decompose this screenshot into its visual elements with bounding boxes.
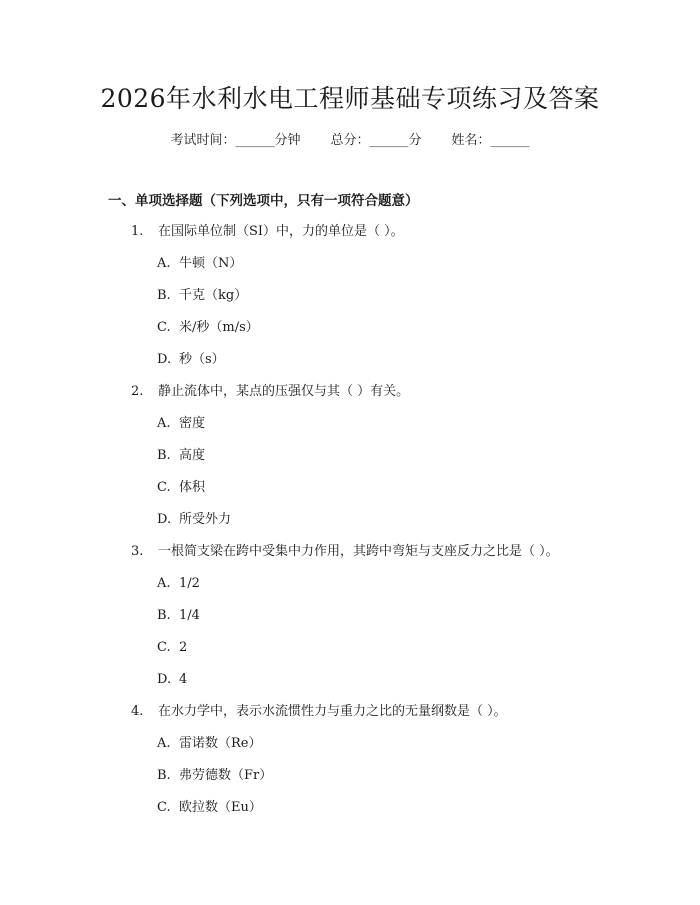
- option-3-b: [157, 606, 200, 626]
- option-text: 4: [179, 672, 188, 687]
- option-text: 高度: [179, 448, 206, 463]
- option-text: 雷诺数（Re）: [179, 736, 262, 751]
- question-stem: 静止流体中，某点的压强仅与其（ ）有关。: [158, 384, 410, 399]
- option-letter: C.: [157, 640, 171, 655]
- question-stem: 一根简支梁在跨中受集中力作用，其跨中弯矩与支座反力之比是（ ）。: [158, 544, 559, 559]
- exam-info-line: [0, 131, 700, 151]
- option-text: 所受外力: [179, 512, 232, 527]
- question-1: [131, 222, 404, 242]
- section-heading: 一、单项选择题（下列选项中，只有一项符合题意）: [108, 193, 419, 209]
- option-letter: D.: [157, 672, 172, 687]
- option-1-a: [157, 254, 242, 274]
- question-number: 2.: [131, 384, 144, 399]
- option-letter: C.: [157, 800, 171, 815]
- option-text: 牛顿（N）: [179, 256, 243, 271]
- option-letter: A.: [157, 256, 171, 271]
- option-text: 米/秒（m/s）: [179, 320, 259, 335]
- question-4: [131, 702, 507, 722]
- option-1-d: [157, 350, 225, 370]
- option-1-c: [157, 318, 259, 338]
- option-letter: B.: [157, 448, 171, 463]
- option-letter: B.: [157, 288, 171, 303]
- question-number: 1.: [131, 224, 144, 239]
- option-letter: A.: [157, 416, 171, 431]
- option-2-b: [157, 446, 205, 466]
- option-4-a: [157, 734, 261, 754]
- option-letter: B.: [157, 608, 171, 623]
- option-text: 弗劳德数（Fr）: [179, 768, 273, 783]
- total-score-field: 总分：______分: [330, 133, 422, 148]
- option-letter: A.: [157, 576, 171, 591]
- option-letter: A.: [157, 736, 171, 751]
- option-text: 密度: [179, 416, 206, 431]
- name-field: 姓名：______: [451, 133, 530, 148]
- option-letter: B.: [157, 768, 171, 783]
- option-text: 1/2: [179, 576, 200, 591]
- option-1-b: [157, 286, 247, 306]
- option-letter: D.: [157, 512, 172, 527]
- question-number: 4.: [131, 704, 144, 719]
- option-2-a: [157, 414, 205, 434]
- question-stem: 在国际单位制（SI）中，力的单位是（ ）。: [158, 224, 404, 239]
- option-2-c: [157, 478, 205, 498]
- option-letter: D.: [157, 352, 172, 367]
- option-4-b: [157, 766, 272, 786]
- option-3-a: [157, 574, 200, 594]
- option-2-d: [157, 510, 231, 530]
- question-stem: 在水力学中，表示水流惯性力与重力之比的无量纲数是（ ）。: [158, 704, 507, 719]
- option-text: 秒（s）: [179, 352, 225, 367]
- option-text: 2: [179, 640, 188, 655]
- option-text: 1/4: [179, 608, 200, 623]
- option-3-d: [157, 670, 187, 690]
- option-text: 欧拉数（Eu）: [179, 800, 262, 815]
- option-text: 千克（kg）: [179, 288, 248, 303]
- question-2: [131, 382, 409, 402]
- option-letter: C.: [157, 320, 171, 335]
- option-letter: C.: [157, 480, 171, 495]
- option-3-c: [157, 638, 187, 658]
- question-3: [131, 542, 559, 562]
- option-text: 体积: [179, 480, 206, 495]
- exam-time-field: 考试时间：______分钟: [170, 133, 301, 148]
- question-number: 3.: [131, 544, 144, 559]
- option-4-c: [157, 798, 262, 818]
- document-title: 2026年水利水电工程师基础专项练习及答案: [100, 84, 600, 113]
